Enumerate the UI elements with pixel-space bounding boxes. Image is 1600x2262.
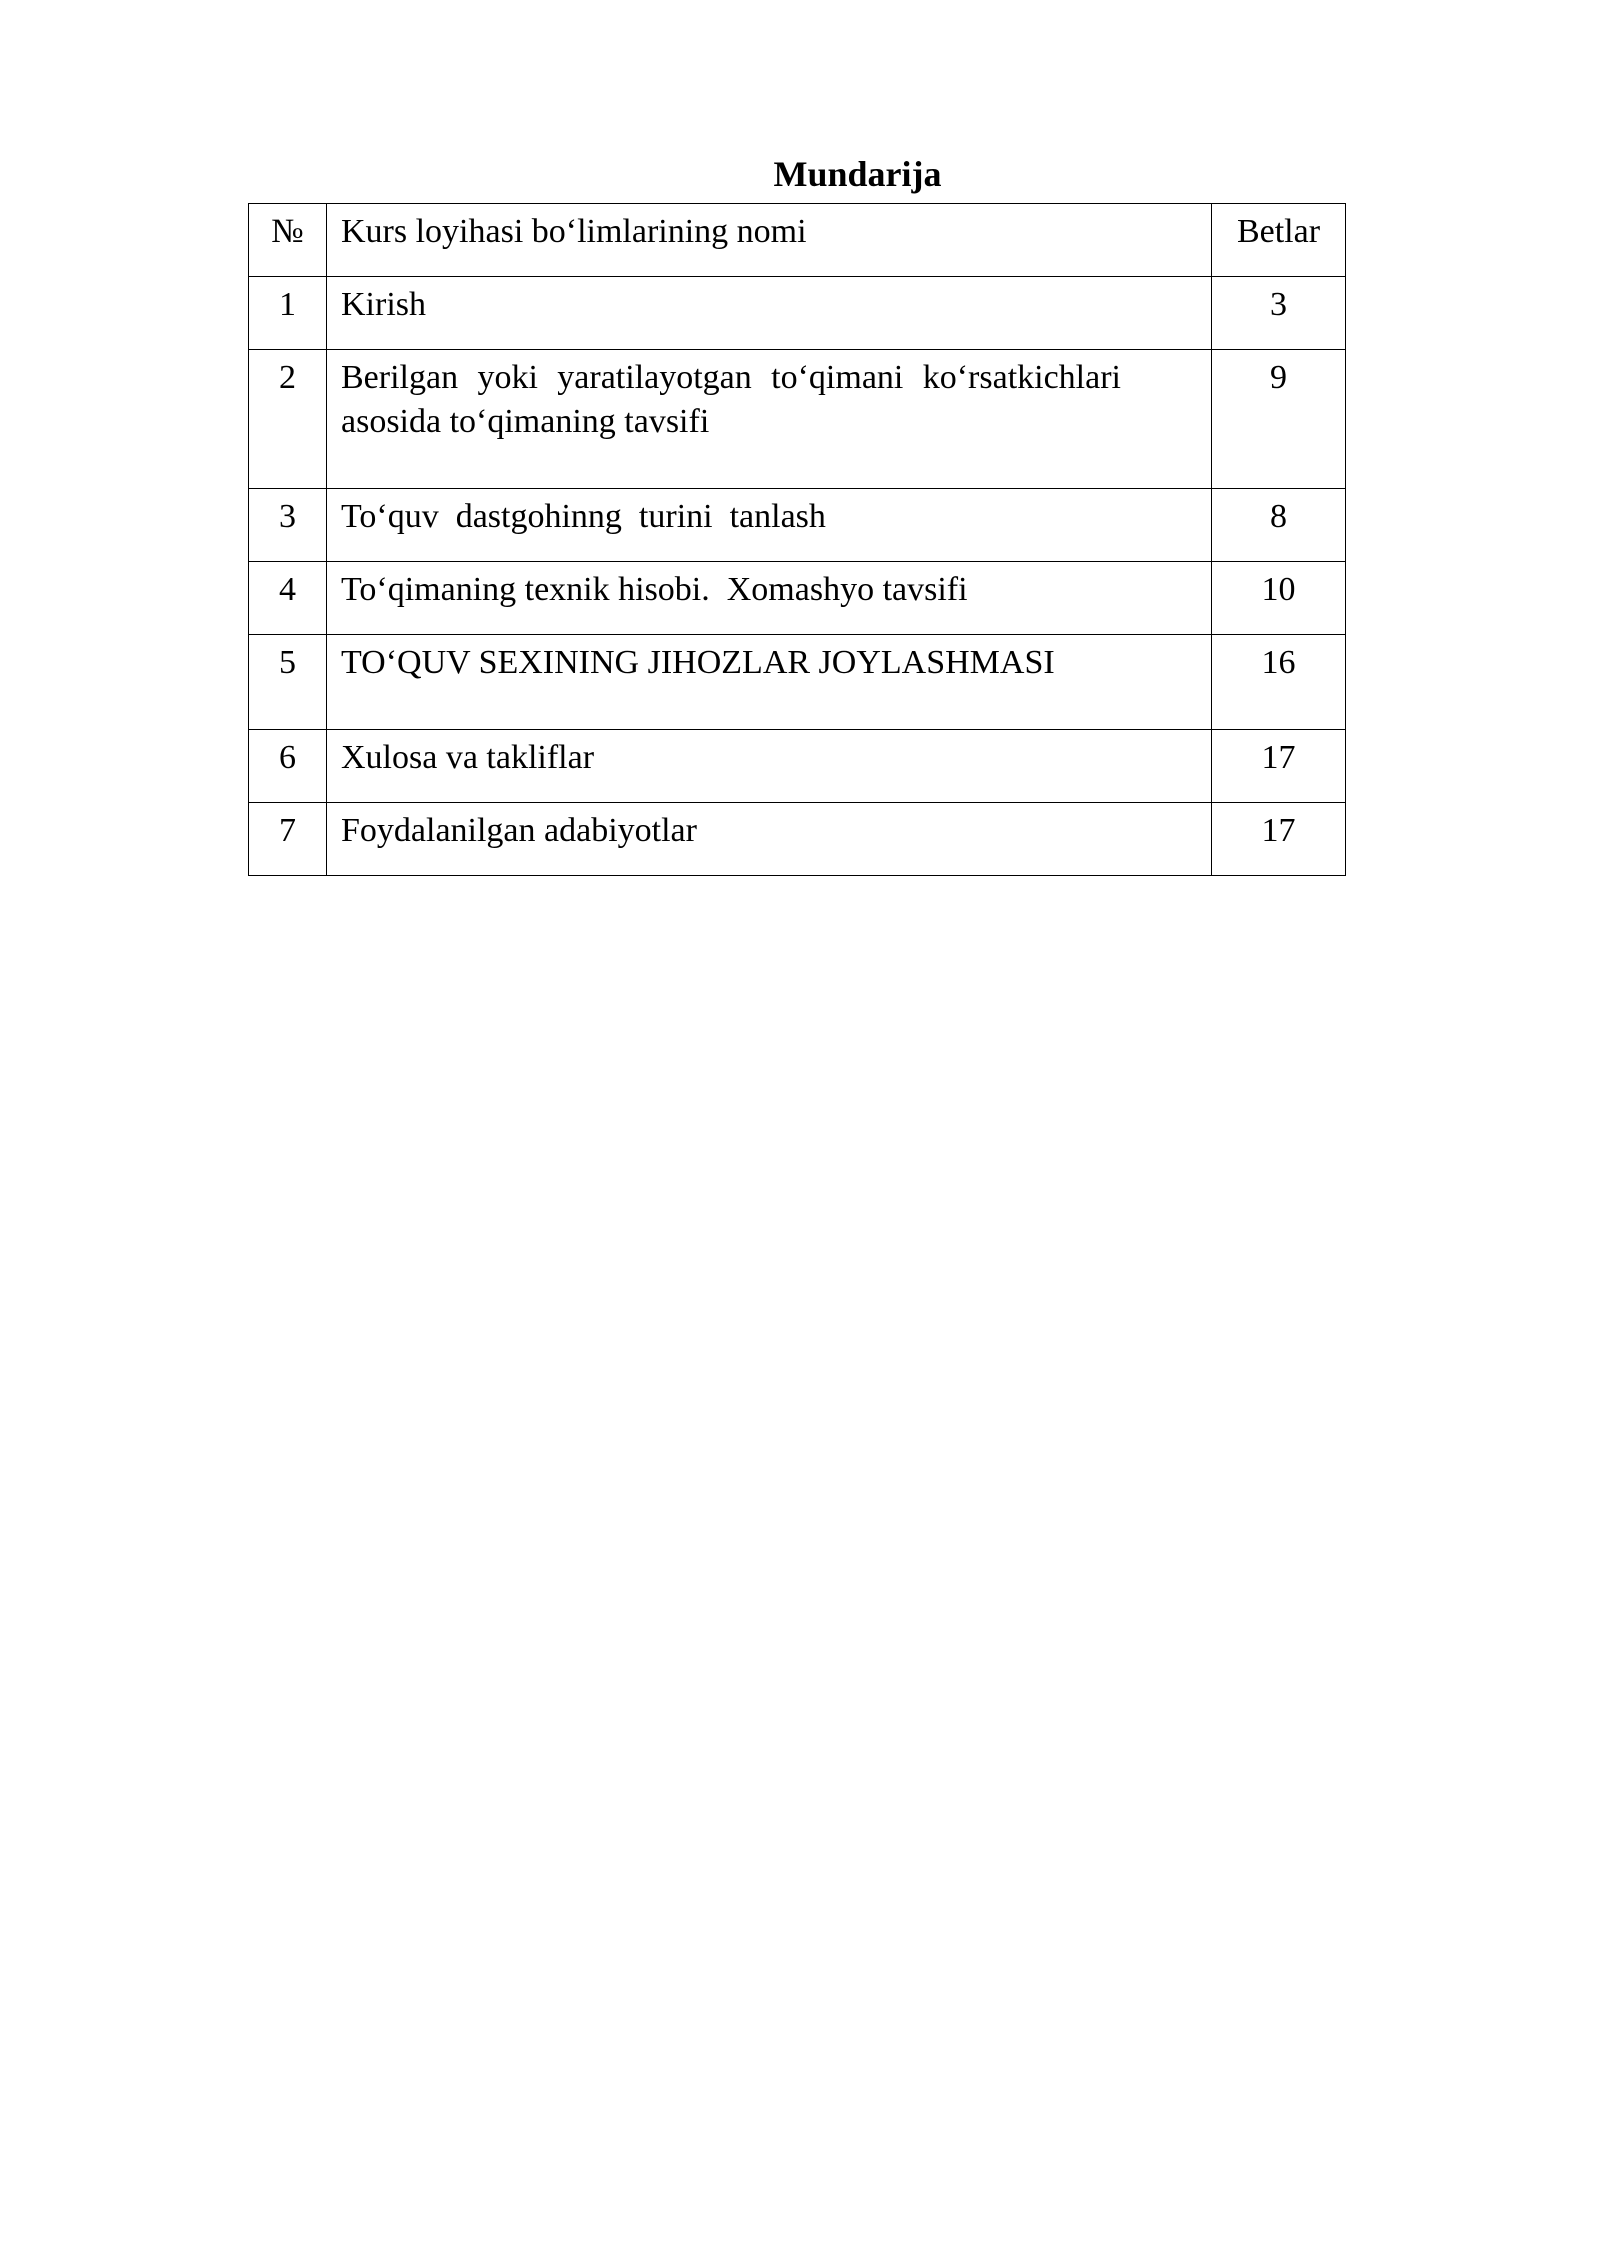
page-title: Mundarija bbox=[773, 154, 942, 194]
header-pages: Betlar bbox=[1212, 204, 1346, 277]
row-page: 17 bbox=[1212, 803, 1346, 876]
row-section-name: To‘qimaning texnik hisobi. Xomashyo tavsifi bbox=[327, 562, 1212, 635]
table-row bbox=[249, 803, 1346, 876]
table-row bbox=[249, 350, 1346, 489]
row-number: 5 bbox=[249, 635, 327, 730]
row-number: 4 bbox=[249, 562, 327, 635]
contents-table bbox=[248, 203, 1346, 876]
row-page: 3 bbox=[1212, 277, 1346, 350]
row-number: 1 bbox=[249, 277, 327, 350]
row-section-name: Berilgan yoki yaratilayotgan to‘qimani ko‘rsatkichlari asosida to‘qimaning tavsifi bbox=[327, 350, 1212, 489]
row-section-name: Kirish bbox=[327, 277, 1212, 350]
row-number: 6 bbox=[249, 730, 327, 803]
table-row bbox=[249, 562, 1346, 635]
row-page: 16 bbox=[1212, 635, 1346, 730]
row-section-name: Xulosa va takliflar bbox=[327, 730, 1212, 803]
row-page: 17 bbox=[1212, 730, 1346, 803]
row-page: 8 bbox=[1212, 489, 1346, 562]
table-row bbox=[249, 277, 1346, 350]
row-section-name: TO‘QUV SEXINING JIHOZLAR JOYLASHMASI bbox=[327, 635, 1212, 730]
table-row bbox=[249, 730, 1346, 803]
row-section-name: Foydalanilgan adabiyotlar bbox=[327, 803, 1212, 876]
row-page: 9 bbox=[1212, 350, 1346, 489]
table-header-row bbox=[249, 204, 1346, 277]
row-number: 7 bbox=[249, 803, 327, 876]
row-page: 10 bbox=[1212, 562, 1346, 635]
row-number: 2 bbox=[249, 350, 327, 489]
header-number: № bbox=[249, 204, 327, 277]
row-number: 3 bbox=[249, 489, 327, 562]
row-section-name: To‘quv dastgohinng turini tanlash bbox=[327, 489, 1212, 562]
table-row bbox=[249, 635, 1346, 730]
header-section-name: Kurs loyihasi bo‘limlarining nomi bbox=[327, 204, 1212, 277]
table-row bbox=[249, 489, 1346, 562]
